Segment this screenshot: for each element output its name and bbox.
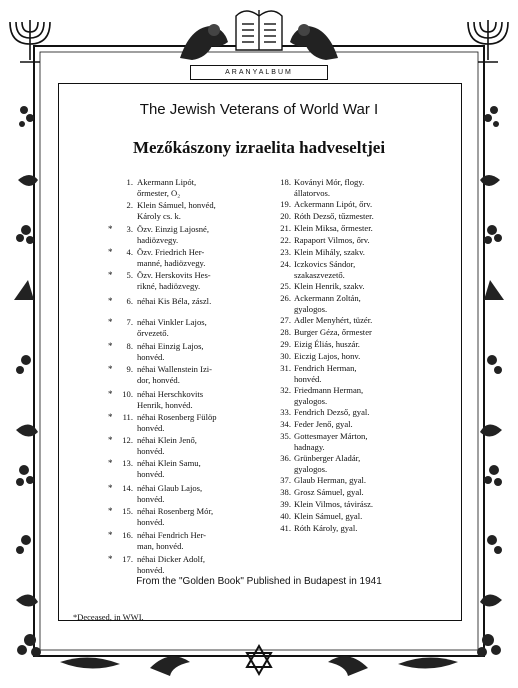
footnote: *Deceased, in WWI. — [73, 612, 144, 622]
entry-number: 30. — [280, 351, 291, 361]
entry-text — [294, 259, 355, 280]
entry-number: 4. — [126, 247, 133, 257]
entry-text — [294, 523, 357, 534]
entry-text — [294, 211, 374, 222]
entry-number: 25. — [280, 281, 291, 291]
entry-line-1: Özv. Einzig Lajosné, — [137, 224, 209, 234]
entry-line-1: Friedmann Herman, — [294, 385, 364, 395]
entry-text — [137, 341, 204, 362]
entry-line-2: honvéd. — [137, 468, 165, 479]
deceased-marker: * — [108, 458, 113, 468]
entry-text — [294, 293, 361, 314]
entry-line-1: Akermann Lipót, — [137, 177, 197, 187]
entry-line-1: Gottesmayer Márton, — [294, 431, 368, 441]
entry-text — [294, 431, 368, 452]
entry-line-1: Özv. Friedrich Her- — [137, 247, 205, 257]
entry-line-2: őrvezető. — [137, 327, 169, 338]
entry-text — [294, 327, 372, 338]
entry-number: 3. — [126, 224, 133, 234]
entry-line-1: néhai Klein Jenő, — [137, 435, 197, 445]
entry-number: 39. — [280, 499, 291, 509]
entry-text — [137, 270, 211, 291]
entry-line-2: honvéd. — [137, 351, 165, 362]
entry-text — [137, 296, 211, 307]
eagle-right-icon — [328, 656, 458, 676]
entry-line-1: Klein Mihály, szakv. — [294, 247, 365, 257]
entry-line-1: Ackermann Zoltán, — [294, 293, 361, 303]
entry-number: 11. — [122, 412, 133, 422]
deceased-marker: * — [108, 412, 113, 422]
entry-line-2: honvéd. — [294, 373, 322, 384]
entry-line-1: Feder Jenő, gyal. — [294, 419, 353, 429]
entry-text — [294, 453, 360, 474]
entry-text — [294, 235, 370, 246]
entry-line-1: Klein Sámuel, honvéd, — [137, 200, 216, 210]
deceased-marker: * — [108, 364, 113, 374]
entry-text — [294, 475, 366, 486]
entry-number: 22. — [280, 235, 291, 245]
entry-number: 28. — [280, 327, 291, 337]
entry-text — [137, 554, 205, 575]
entry-line-1: Eiczig Lajos, honv. — [294, 351, 361, 361]
entry-number: 10. — [122, 389, 133, 399]
deceased-marker: * — [108, 483, 113, 493]
entry-text — [137, 483, 202, 504]
entry-number: 5. — [126, 270, 133, 280]
entry-text — [294, 199, 372, 210]
entry-number: 26. — [280, 293, 291, 303]
deceased-marker: * — [108, 530, 113, 540]
entry-text — [137, 224, 209, 245]
entry-text — [137, 458, 201, 479]
entry-number: 23. — [280, 247, 291, 257]
entry-line-1: Róth Dezső, tűzmester. — [294, 211, 374, 221]
entry-line-1: Glaub Herman, gyal. — [294, 475, 367, 485]
entry-line-1: Fendrich Herman, — [294, 363, 357, 373]
entry-line-2: dor, honvéd. — [137, 374, 180, 385]
deceased-marker: * — [108, 554, 113, 564]
entry-line-2: őrmester, O₂ — [137, 187, 181, 198]
banner-label: ARANYALBUM — [190, 65, 328, 80]
entry-number: 29. — [280, 339, 291, 349]
entry-number: 31. — [280, 363, 291, 373]
entry-line-1: Klein Henrik, szakv. — [294, 281, 365, 291]
menorah-right-icon — [468, 20, 508, 62]
entry-line-1: néhai Wallenstein Izi- — [137, 364, 213, 374]
entry-number: 41. — [280, 523, 291, 533]
entry-number: 20. — [280, 211, 291, 221]
entry-number: 7. — [126, 317, 133, 327]
entry-line-1: Koványi Mór, flogy. — [294, 177, 365, 187]
entry-number: 17. — [122, 554, 133, 564]
entry-number: 36. — [280, 453, 291, 463]
plant-left-icon — [17, 634, 41, 657]
entry-line-2: Henrik, honvéd. — [137, 399, 193, 410]
lion-right-icon — [290, 24, 338, 60]
entry-line-2: gyalogos. — [294, 303, 328, 314]
eagle-left-icon — [60, 656, 190, 676]
entry-text — [294, 385, 363, 406]
deceased-marker: * — [108, 247, 113, 257]
entry-text — [137, 177, 196, 198]
entry-number: 21. — [280, 223, 291, 233]
entry-line-1: Rapaport Vilmos, őrv. — [294, 235, 370, 245]
entry-number: 12. — [122, 435, 133, 445]
entry-number: 8. — [126, 341, 133, 351]
entry-text — [294, 351, 360, 362]
entry-number: 32. — [280, 385, 291, 395]
source-caption: From the "Golden Book" Published in Budapest in 1941 — [136, 576, 382, 587]
entry-number: 35. — [280, 431, 291, 441]
entry-line-1: Fendrich Dezső, gyal. — [294, 407, 370, 417]
entry-number: 1. — [126, 177, 133, 187]
entry-text — [294, 247, 365, 258]
entry-line-2: Károly cs. k. — [137, 210, 181, 221]
deceased-marker: * — [108, 435, 113, 445]
hungarian-title: Mezőkászony izraelita hadveseltjei — [132, 138, 386, 157]
deceased-marker: * — [108, 341, 113, 351]
deceased-marker: * — [108, 389, 113, 399]
entry-text — [137, 530, 206, 551]
entry-text — [137, 317, 207, 338]
entry-text — [137, 412, 217, 433]
entry-number: 37. — [280, 475, 291, 485]
entry-number: 34. — [280, 419, 291, 429]
entry-text — [137, 389, 203, 410]
entry-line-2: hadiözvegy. — [137, 234, 179, 245]
entry-line-1: néhai Dicker Adolf, — [137, 554, 206, 564]
entry-line-2: rikné, hadiözvegy. — [137, 280, 201, 291]
entry-line-1: néhai Herschkovits — [137, 389, 204, 399]
entry-line-2: honvéd. — [137, 445, 165, 456]
entry-number: 15. — [122, 506, 133, 516]
entry-text — [137, 435, 197, 456]
entry-text — [294, 407, 369, 418]
entry-line-1: Adler Menyhért, tüzér. — [294, 315, 373, 325]
deceased-marker: * — [108, 506, 113, 516]
entry-line-1: Grünberger Aladár, — [294, 453, 361, 463]
entry-line-2: honvéd. — [137, 422, 165, 433]
entry-text — [294, 363, 357, 384]
lion-left-icon — [180, 24, 228, 60]
entry-line-1: Klein Miksa, őrmester. — [294, 223, 373, 233]
entry-number: 9. — [126, 364, 133, 374]
entry-line-1: néhai Rosenberg Fülöp — [137, 412, 217, 422]
entry-text — [137, 506, 213, 527]
deceased-marker: * — [108, 317, 113, 327]
entry-number: 33. — [280, 407, 291, 417]
entry-line-1: Grosz Sámuel, gyal. — [294, 487, 364, 497]
entry-line-2: honvéd. — [137, 493, 165, 504]
deceased-marker: * — [108, 224, 113, 234]
entry-line-1: néhai Vinkler Lajos, — [137, 317, 207, 327]
entry-text — [294, 281, 365, 292]
entry-number: 38. — [280, 487, 291, 497]
entry-text — [294, 177, 364, 198]
entry-line-2: állatorvos. — [294, 187, 331, 198]
entry-number: 24. — [280, 259, 291, 269]
entry-line-1: Ackermann Lipót, őrv. — [294, 199, 373, 209]
entry-number: 14. — [122, 483, 133, 493]
entry-text — [294, 223, 373, 234]
plant-right-icon — [477, 634, 501, 657]
entry-line-1: Klein Sámuel, gyal. — [294, 511, 363, 521]
entry-number: 13. — [122, 458, 133, 468]
entry-number: 40. — [280, 511, 291, 521]
entry-text — [137, 200, 216, 221]
entry-line-1: Klein Vilmos, távirász. — [294, 499, 374, 509]
entry-text — [137, 364, 212, 385]
entry-line-2: man, honvéd. — [137, 540, 184, 551]
english-title: The Jewish Veterans of World War I — [139, 101, 379, 118]
deceased-marker: * — [108, 270, 113, 280]
entry-line-2: hadnagy. — [294, 441, 325, 452]
deceased-marker: * — [108, 296, 113, 306]
entry-line-1: néhai Kis Béla, zászl. — [137, 296, 212, 306]
entry-text — [294, 419, 353, 430]
entry-line-1: Eizig Éliás, huszár. — [294, 339, 360, 349]
entry-text — [294, 315, 372, 326]
entry-text — [294, 339, 360, 350]
entry-line-1: Burger Géza, őrmester — [294, 327, 372, 337]
entry-number: 19. — [280, 199, 291, 209]
entry-line-1: néhai Einzig Lajos, — [137, 341, 204, 351]
entry-number: 16. — [122, 530, 133, 540]
entry-line-1: néhai Klein Samu, — [137, 458, 201, 468]
entry-number: 6. — [126, 296, 133, 306]
entry-line-2: honvéd. — [137, 516, 165, 527]
menorah-left-icon — [10, 20, 50, 62]
entry-line-2: gyalogos. — [294, 395, 328, 406]
entry-line-1: Özv. Herskovits Hes- — [137, 270, 211, 280]
entry-line-1: néhai Fendrich Her- — [137, 530, 207, 540]
entry-text — [294, 499, 373, 510]
entry-number: 2. — [126, 200, 133, 210]
entry-text — [294, 511, 362, 522]
entry-number: 27. — [280, 315, 291, 325]
entry-line-2: honvéd. — [137, 564, 165, 575]
entry-line-2: szakaszvezető. — [294, 269, 345, 280]
entry-line-1: Róth Károly, gyal. — [294, 523, 358, 533]
entry-line-1: Iczkovics Sándor, — [294, 259, 356, 269]
entry-line-2: gyalogos. — [294, 463, 328, 474]
entry-number: 18. — [280, 177, 291, 187]
entry-line-1: néhai Rosenberg Mór, — [137, 506, 214, 516]
entry-line-2: manné, hadiözvegy. — [137, 257, 206, 268]
entry-text — [294, 487, 364, 498]
entry-line-1: néhai Glaub Lajos, — [137, 483, 203, 493]
tablets-icon — [236, 10, 282, 50]
entry-text — [137, 247, 205, 268]
